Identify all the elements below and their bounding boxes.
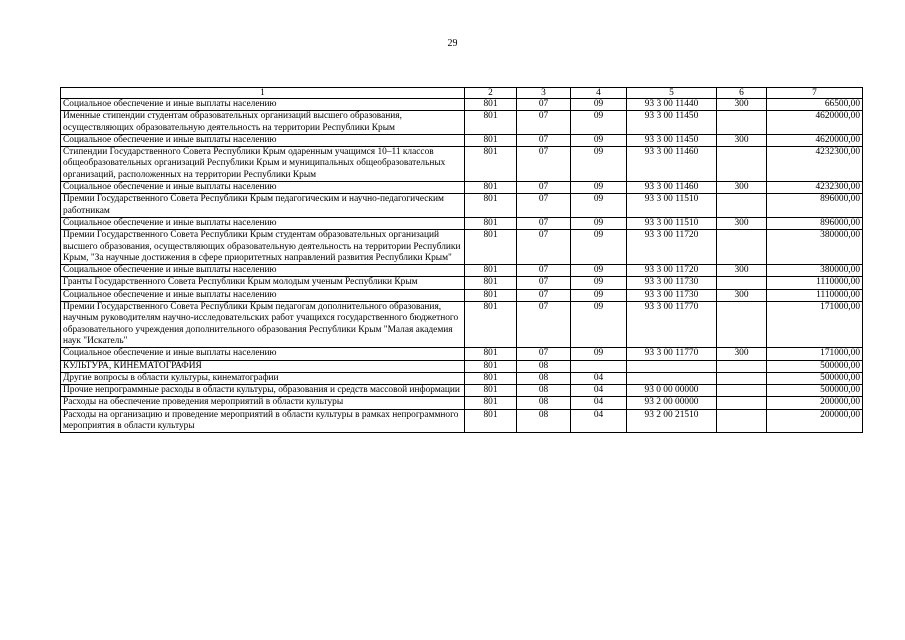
table-row <box>61 397 863 409</box>
cell-department-code: 801 <box>465 99 517 111</box>
cell-department-code: 801 <box>465 147 517 182</box>
cell-expense-type-code <box>717 385 767 397</box>
cell-section-code: 07 <box>517 277 571 289</box>
cell-section-code: 07 <box>517 348 571 360</box>
cell-expense-type-code: 300 <box>717 217 767 229</box>
cell-section-code: 07 <box>517 302 571 348</box>
cell-subsection-code: 09 <box>571 134 627 146</box>
cell-expense-type-code: 300 <box>717 289 767 301</box>
cell-expense-type-code: 300 <box>717 348 767 360</box>
cell-department-code: 801 <box>465 230 517 265</box>
cell-name: Социальное обеспечение и иные выплаты населению <box>61 265 465 277</box>
cell-target-item-code: 93 2 00 00000 <box>627 397 717 409</box>
table-row <box>61 147 863 182</box>
table-row <box>61 372 863 384</box>
cell-department-code: 801 <box>465 134 517 146</box>
cell-section-code: 07 <box>517 230 571 265</box>
cell-name: Социальное обеспечение и иные выплаты населению <box>61 348 465 360</box>
table-row <box>61 134 863 146</box>
cell-amount: 200000,00 <box>767 397 863 409</box>
column-header: 1 <box>61 88 465 99</box>
cell-name: Другие вопросы в области культуры, кинематографии <box>61 372 465 384</box>
cell-department-code: 801 <box>465 372 517 384</box>
cell-amount: 4620000,00 <box>767 111 863 135</box>
cell-subsection-code: 04 <box>571 385 627 397</box>
table-row <box>61 182 863 194</box>
cell-subsection-code: 09 <box>571 111 627 135</box>
cell-name: Социальное обеспечение и иные выплаты населению <box>61 99 465 111</box>
table-row <box>61 289 863 301</box>
cell-target-item-code: 93 3 00 11510 <box>627 194 717 218</box>
cell-name: Именные стипендии студентам образовательных организаций высшего образования, осуществляющих образовательную деятельность на территории Республики Крым <box>61 111 465 135</box>
table-row <box>61 111 863 135</box>
cell-target-item-code <box>627 372 717 384</box>
cell-amount: 4620000,00 <box>767 134 863 146</box>
table-row <box>61 194 863 218</box>
cell-amount: 380000,00 <box>767 265 863 277</box>
cell-subsection-code: 09 <box>571 182 627 194</box>
cell-department-code: 801 <box>465 385 517 397</box>
cell-subsection-code: 09 <box>571 265 627 277</box>
cell-name: Прочие непрограммные расходы в области культуры, образования и средств массовой информации <box>61 385 465 397</box>
cell-target-item-code: 93 3 00 11440 <box>627 99 717 111</box>
cell-amount: 4232300,00 <box>767 182 863 194</box>
column-header: 4 <box>571 88 627 99</box>
cell-department-code: 801 <box>465 409 517 433</box>
cell-section-code: 08 <box>517 397 571 409</box>
cell-section-code: 07 <box>517 194 571 218</box>
cell-section-code: 08 <box>517 372 571 384</box>
cell-section-code: 08 <box>517 409 571 433</box>
cell-subsection-code <box>571 360 627 372</box>
cell-department-code: 801 <box>465 217 517 229</box>
cell-amount: 896000,00 <box>767 194 863 218</box>
table-row <box>61 277 863 289</box>
table-row <box>61 265 863 277</box>
cell-name: Расходы на организацию и проведение мероприятий в области культуры в рамках непрограммного мероприятия в области культуры <box>61 409 465 433</box>
cell-name: Премии Государственного Совета Республики Крым педагогическим и научно-педагогическим работникам <box>61 194 465 218</box>
cell-department-code: 801 <box>465 348 517 360</box>
cell-subsection-code: 09 <box>571 348 627 360</box>
cell-section-code: 07 <box>517 217 571 229</box>
cell-amount: 200000,00 <box>767 409 863 433</box>
table-row <box>61 230 863 265</box>
cell-subsection-code: 09 <box>571 217 627 229</box>
cell-name: Социальное обеспечение и иные выплаты населению <box>61 182 465 194</box>
cell-target-item-code: 93 3 00 11460 <box>627 147 717 182</box>
cell-amount: 1110000,00 <box>767 277 863 289</box>
cell-target-item-code: 93 3 00 11720 <box>627 230 717 265</box>
cell-department-code: 801 <box>465 194 517 218</box>
cell-department-code: 801 <box>465 182 517 194</box>
cell-name: Гранты Государственного Совета Республики Крым молодым ученым Республики Крым <box>61 277 465 289</box>
cell-name: Стипендии Государственного Совета Республики Крым одаренным учащимся 10–11 классов общеобразовательных организаций Республики Крым и муниципальных общеобразовательных организаций, расположенных на территории Республики Крым <box>61 147 465 182</box>
cell-amount: 500000,00 <box>767 372 863 384</box>
column-header: 3 <box>517 88 571 99</box>
cell-amount: 896000,00 <box>767 217 863 229</box>
column-header: 5 <box>627 88 717 99</box>
budget-table <box>60 87 863 433</box>
cell-expense-type-code: 300 <box>717 134 767 146</box>
cell-section-code: 08 <box>517 385 571 397</box>
cell-name: КУЛЬТУРА, КИНЕМАТОГРАФИЯ <box>61 360 465 372</box>
cell-section-code: 07 <box>517 182 571 194</box>
cell-target-item-code: 93 3 00 11720 <box>627 265 717 277</box>
page-number: 29 <box>447 38 458 49</box>
cell-expense-type-code <box>717 409 767 433</box>
cell-target-item-code: 93 3 00 11450 <box>627 134 717 146</box>
cell-expense-type-code <box>717 111 767 135</box>
cell-subsection-code: 09 <box>571 289 627 301</box>
column-header: 2 <box>465 88 517 99</box>
cell-name: Премии Государственного Совета Республики Крым педагогам дополнительного образования, научным руководителям научно-исследовательских работ учащихся государственного бюджетного образовательного учреждения дополнительного образования Республики Крым "Малая академия наук "Искатель" <box>61 302 465 348</box>
cell-subsection-code: 04 <box>571 397 627 409</box>
cell-target-item-code: 93 3 00 11460 <box>627 182 717 194</box>
cell-subsection-code: 04 <box>571 409 627 433</box>
cell-expense-type-code: 300 <box>717 265 767 277</box>
cell-subsection-code: 04 <box>571 372 627 384</box>
cell-department-code: 801 <box>465 302 517 348</box>
cell-target-item-code: 93 0 00 00000 <box>627 385 717 397</box>
cell-expense-type-code <box>717 194 767 218</box>
table-row <box>61 217 863 229</box>
cell-target-item-code: 93 3 00 11730 <box>627 277 717 289</box>
cell-section-code: 07 <box>517 134 571 146</box>
cell-department-code: 801 <box>465 360 517 372</box>
column-header: 6 <box>717 88 767 99</box>
cell-name: Социальное обеспечение и иные выплаты населению <box>61 217 465 229</box>
table-row <box>61 385 863 397</box>
cell-name: Расходы на обеспечение проведения мероприятий в области культуры <box>61 397 465 409</box>
cell-department-code: 801 <box>465 289 517 301</box>
cell-subsection-code: 09 <box>571 302 627 348</box>
cell-name: Премии Государственного Совета Республики Крым студентам образовательных организаций высшего образования, осуществляющих образовательную деятельность на территории Республики Крым, "За научные достижения в сфере приоритетных направлений развития Республики Крым" <box>61 230 465 265</box>
cell-department-code: 801 <box>465 111 517 135</box>
cell-target-item-code: 93 3 00 11770 <box>627 348 717 360</box>
cell-subsection-code: 09 <box>571 230 627 265</box>
cell-target-item-code: 93 3 00 11450 <box>627 111 717 135</box>
cell-subsection-code: 09 <box>571 147 627 182</box>
cell-subsection-code: 09 <box>571 277 627 289</box>
cell-target-item-code: 93 3 00 11730 <box>627 289 717 301</box>
cell-expense-type-code <box>717 360 767 372</box>
cell-subsection-code: 09 <box>571 194 627 218</box>
cell-target-item-code <box>627 360 717 372</box>
cell-amount: 1110000,00 <box>767 289 863 301</box>
cell-section-code: 07 <box>517 99 571 111</box>
cell-amount: 4232300,00 <box>767 147 863 182</box>
cell-amount: 171000,00 <box>767 348 863 360</box>
cell-department-code: 801 <box>465 397 517 409</box>
cell-name: Социальное обеспечение и иные выплаты населению <box>61 134 465 146</box>
cell-target-item-code: 93 2 00 21510 <box>627 409 717 433</box>
cell-expense-type-code: 300 <box>717 99 767 111</box>
cell-section-code: 07 <box>517 111 571 135</box>
table-row <box>61 348 863 360</box>
cell-amount: 171000,00 <box>767 302 863 348</box>
header-row <box>61 88 863 99</box>
cell-amount: 500000,00 <box>767 360 863 372</box>
cell-expense-type-code <box>717 277 767 289</box>
table-row <box>61 99 863 111</box>
cell-expense-type-code <box>717 302 767 348</box>
cell-amount: 66500,00 <box>767 99 863 111</box>
cell-target-item-code: 93 3 00 11770 <box>627 302 717 348</box>
table-body <box>61 99 863 433</box>
cell-amount: 500000,00 <box>767 385 863 397</box>
cell-expense-type-code <box>717 397 767 409</box>
cell-expense-type-code <box>717 230 767 265</box>
cell-name: Социальное обеспечение и иные выплаты населению <box>61 289 465 301</box>
table-row <box>61 409 863 433</box>
cell-section-code: 07 <box>517 289 571 301</box>
cell-target-item-code: 93 3 00 11510 <box>627 217 717 229</box>
cell-subsection-code: 09 <box>571 99 627 111</box>
table-row <box>61 360 863 372</box>
cell-section-code: 07 <box>517 147 571 182</box>
cell-department-code: 801 <box>465 265 517 277</box>
cell-amount: 380000,00 <box>767 230 863 265</box>
column-header: 7 <box>767 88 863 99</box>
cell-expense-type-code <box>717 372 767 384</box>
cell-section-code: 08 <box>517 360 571 372</box>
cell-section-code: 07 <box>517 265 571 277</box>
cell-expense-type-code: 300 <box>717 182 767 194</box>
table-row <box>61 302 863 348</box>
cell-department-code: 801 <box>465 277 517 289</box>
cell-expense-type-code <box>717 147 767 182</box>
